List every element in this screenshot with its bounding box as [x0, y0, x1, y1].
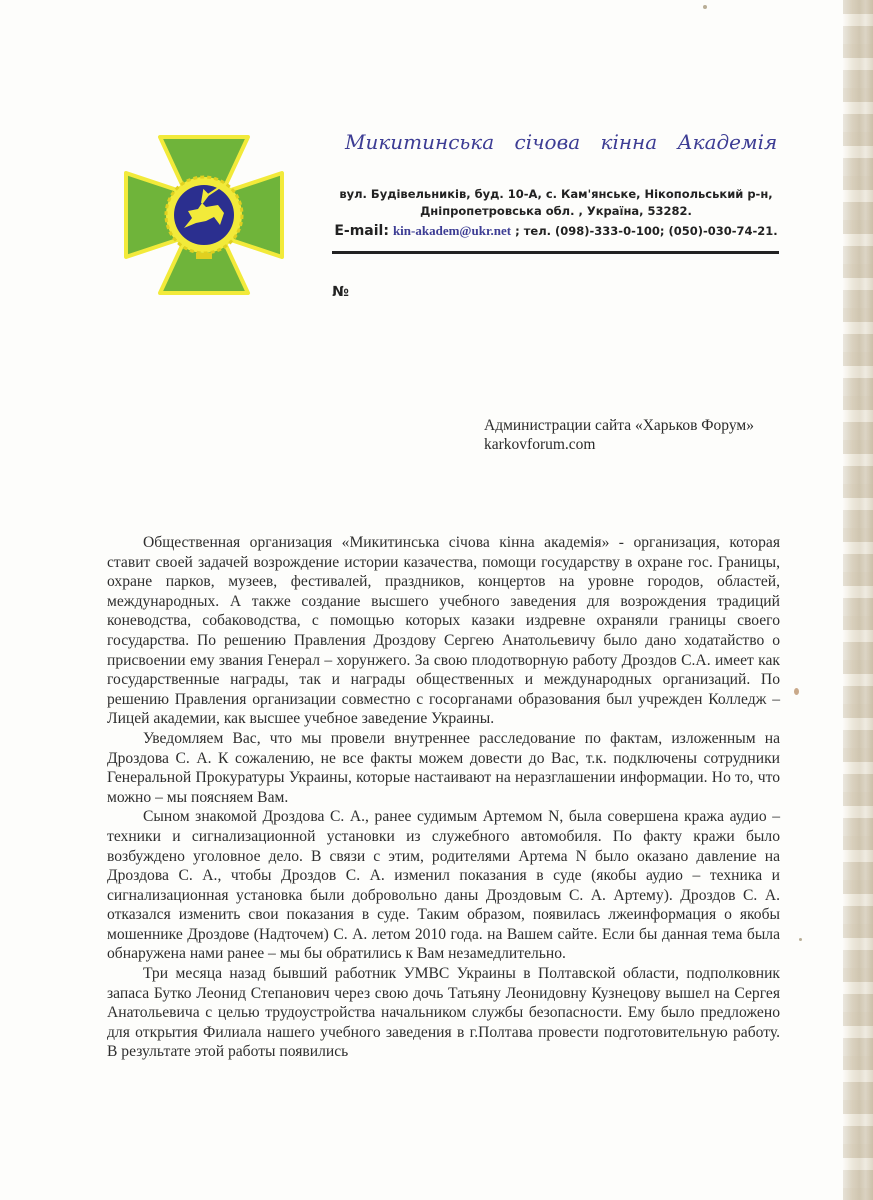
email-link[interactable]: kin-akadem@ukr.net	[392, 223, 512, 238]
body-paragraph: Уведомляем Вас, что мы провели внутреннее расследование по фактам, изложенным на Дроздова С. А. К сожалению, не все факты можем довести до Вас, т.к. подключены сотрудники Генеральной Прокуратуры Украины, которые настаивают на неразглашении информации. Но то, что можно – мы поясняем Вам.	[107, 729, 780, 806]
document-number-field: №	[332, 284, 349, 300]
cossack-cross-emblem-icon	[122, 133, 286, 297]
body-paragraph: Общественная организация «Микитинська січова кінна академія» - организация, которая ставит своей задачей возрождение истории казачества, помощи государству в охране гос. Границы, охране парков, музеев, фестивалей, праздников, концертов на уровне городов, областей, международных. А также создание высшего учебного заведения для возрождения традиций коневодства, собаководства, с помощью которых казаки издревне охраняли границы своего государства. По решению Правления Дроздову Сергею Анатольевичу было дано ходатайство о присвоении ему звания Генерал – хорунжего. За свою плодотворную работу Дроздов С.А. имеет как государственные награды, так и награды общественных и международных организаций. По решению Правления организации совместно с госорганами образования был учрежден Колледж – Лицей академии, как высшее учебное заведение Украины.	[107, 534, 780, 728]
paper-edge-stain	[843, 0, 873, 1200]
academy-name: Микитинська січова кінна Академія	[345, 130, 778, 154]
address-line: Дніпропетровська обл. , Україна, 53282.	[420, 204, 692, 218]
recipient-name: Администрации сайта «Харьков Форум»	[484, 417, 754, 434]
recipient-website: karkovforum.com	[484, 436, 596, 453]
paper-speck	[794, 688, 799, 695]
body-paragraph: Сыном знакомой Дроздова С. А., ранее судимым Артемом N, была совершена кража аудио – техники и сигнализационной установки из служебного автомобиля. По факту кражи было возбуждено уголовное дело. В связи с этим, родителями Артема N было оказано давление на Дроздова С. А., чтобы Дроздов С. А. изменил показания в суде (якобы аудио – техника и сигнализационная установка были добровольно даны Дроздовым С. А. Артему). Дроздов С. А. отказался изменить свои показания в суде. Таким образом, появилась лжеинформация о якобы мошеннике Дроздове (Надточем) С. А. летом 2010 года. на Вашем сайте. Если бы данная тема была обнаружена нами ранее – мы бы обратились к Вам незамедлительно.	[107, 808, 780, 963]
letter-body	[107, 533, 780, 1062]
letterhead-divider	[332, 251, 779, 254]
recipient-block	[484, 416, 754, 454]
body-paragraph: Три месяца назад бывший работник УМВС Украины в Полтавской области, подполковник запаса Бутко Леонид Степанович через свою дочь Татьяну Леонидовну Кузнецову вышел на Сергея Анатольевича с целью трудоустройства начальником службы безопасности. Ему было предложено для открытия Филиала нашего учебного заведения в г.Полтава провести подготовительную работу. В результате этой работы появились	[107, 965, 780, 1061]
paper-speck	[799, 938, 802, 941]
academy-contact-block	[330, 186, 782, 240]
email-label: E-mail:	[334, 223, 389, 239]
academy-address	[330, 186, 782, 220]
phone-numbers: ; тел. (098)-333-0-100; (050)-030-74-21.	[515, 224, 778, 238]
contact-line	[334, 222, 777, 240]
paper-speck	[703, 5, 707, 9]
address-line: вул. Будівельників, буд. 10-А, с. Кам'янське, Нікопольський р-н,	[339, 187, 773, 201]
